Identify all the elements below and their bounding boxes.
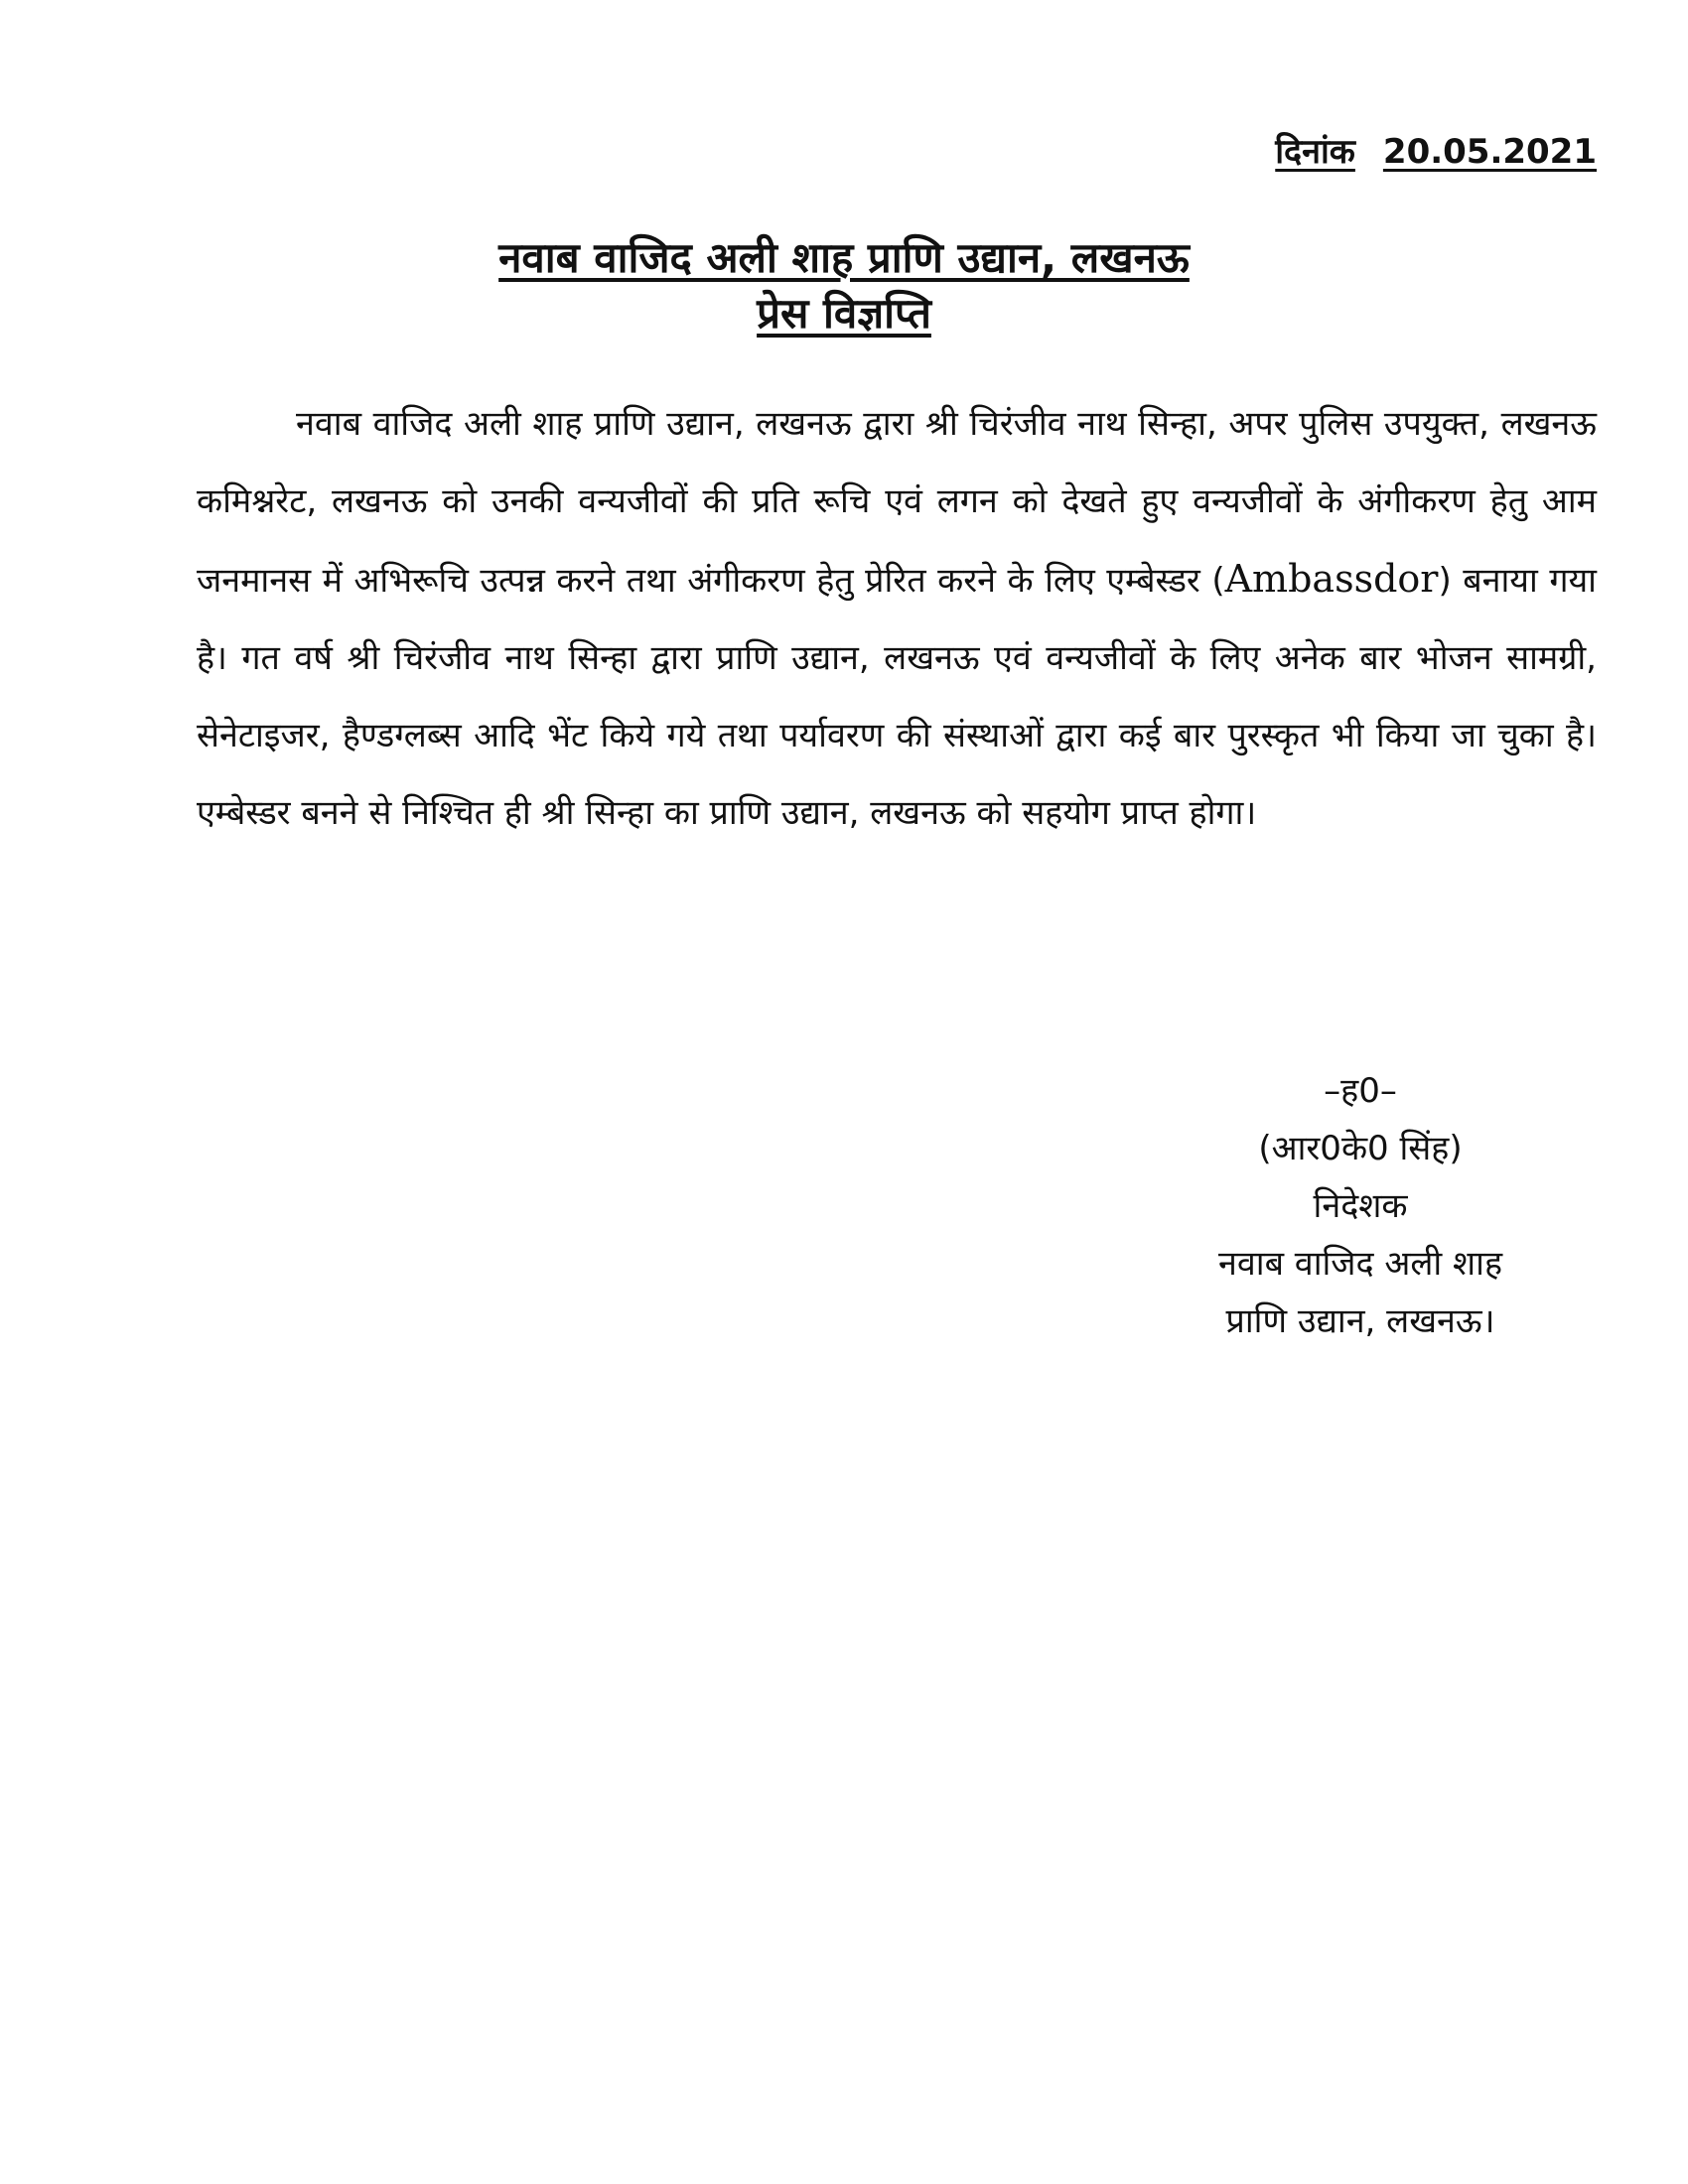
page-subtitle: प्रेस विज्ञप्ति: [757, 289, 931, 338]
date-line: [1275, 127, 1597, 173]
signed-mark: –ह0–: [1324, 1071, 1397, 1111]
signatory-org-line-2: प्राणि उद्यान, लखनऊ।: [1225, 1301, 1495, 1341]
body-part-2: ) बनाया गया है। गत वर्ष श्री चिरंजीव नाथ सिन्हा द्वारा प्राणि उद्यान, लखनऊ एवं वन्यजीवों के लिए अनेक बार भोजन सामग्री, सेनेटाइजर, हैण्डग्लब्स आदि भेंट किये गये तथा पर्यावरण की संस्थाओं द्वारा कई बार पुरस्कृत भी किया जा चुका है। एम्बेस्डर बनने से निश्चित ही श्री सिन्हा का प्राणि उद्यान, लखनऊ को सहयोग प्राप्त होगा।: [197, 561, 1597, 833]
signatory-org-line-1: नवाब वाजिद अली शाह: [1217, 1244, 1503, 1284]
body-latin-word: Ambassdor: [1224, 557, 1439, 601]
heading: [0, 230, 1688, 341]
signature-block: [1112, 1062, 1609, 1350]
signatory-name: (आर0के0 सिंह): [1258, 1129, 1463, 1168]
date-value: 20.05.2021: [1382, 132, 1597, 172]
press-release-body: [197, 385, 1597, 852]
page-title: नवाब वाजिद अली शाह प्राणि उद्यान, लखनऊ: [498, 233, 1190, 282]
signatory-designation: निदेशक: [1313, 1186, 1408, 1226]
date-label: दिनांक: [1275, 132, 1355, 172]
body-part-1: नवाब वाजिद अली शाह प्राणि उद्यान, लखनऊ द्वारा श्री चिरंजीव नाथ सिन्हा, अपर पुलिस उपयुक्त, लखनऊ कमिश्नरेट, लखनऊ को उनकी वन्यजीवों की प्रति रूचि एवं लगन को देखते हुए वन्यजीवों के अंगीकरण हेतु आम जनमानस में अभिरूचि उत्पन्न करने तथा अंगीकरण हेतु प्रेरित करने के लिए एम्बेस्डर (: [197, 404, 1597, 601]
